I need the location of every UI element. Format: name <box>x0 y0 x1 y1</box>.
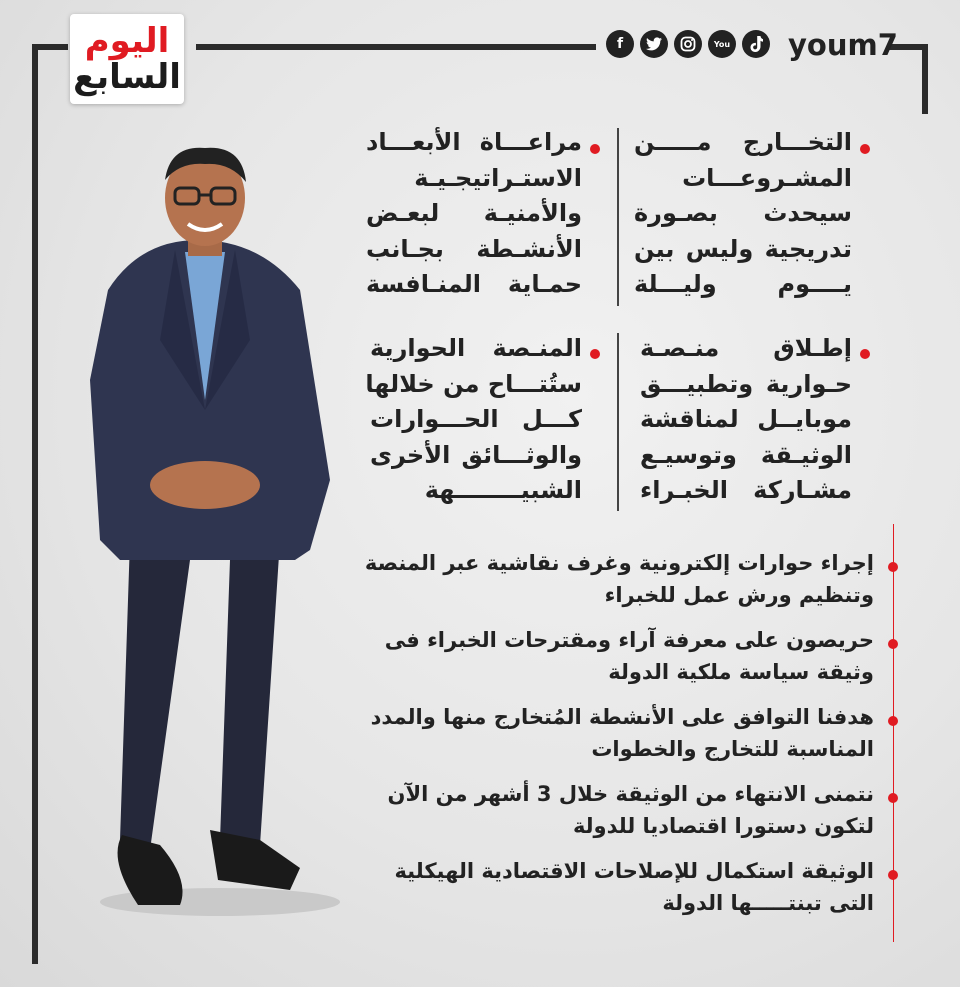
bullet-icon <box>888 639 898 649</box>
social-icons <box>606 30 770 58</box>
block-strategic-dimensions <box>366 125 582 303</box>
block-exit-projects <box>634 125 852 303</box>
bullet-icon <box>590 144 600 154</box>
youtube-icon[interactable]: You <box>708 30 736 58</box>
bullet-icon <box>888 870 898 880</box>
block-line: الشبيــــــــهة <box>424 476 582 504</box>
block-line: والوثـــائق الأخرى <box>370 440 582 469</box>
list-line: نتمنى الانتهاء من الوثيقة خلال 3 أشهر من الآن <box>387 782 874 806</box>
list-item <box>394 855 874 919</box>
facebook-icon[interactable]: f <box>606 30 634 58</box>
twitter-icon[interactable] <box>640 30 668 58</box>
block-line: موبايــل لمناقشة <box>640 405 852 433</box>
list-item <box>385 624 874 688</box>
block-line: حمـاية المنـافسة <box>366 270 582 298</box>
bullet-icon <box>888 793 898 803</box>
block-line: المنـصة الحوارية <box>370 334 582 362</box>
bullet-icon <box>888 716 898 726</box>
frame-left-border <box>32 44 38 964</box>
list-line: المناسبة للتخارج والخطوات <box>591 737 874 761</box>
youm7-logo <box>70 14 184 104</box>
block-line: الوثيـقة وتوسيـع <box>640 440 852 469</box>
block-line: إطـلاق منـصـة <box>640 334 852 362</box>
column-divider <box>617 333 619 511</box>
list-line: التى تبنتـــــها الدولة <box>662 891 874 915</box>
person-photo <box>80 140 340 920</box>
block-line: المشـروعـــات <box>682 163 852 192</box>
frame-top-border <box>196 44 596 50</box>
frame-right-border <box>922 44 928 114</box>
block-line: تدريجية وليس بين <box>634 234 852 263</box>
block-dialogue-platform <box>365 331 582 509</box>
block-line: مراعـــاة الأبعـــاد <box>366 128 582 156</box>
bullet-icon <box>590 349 600 359</box>
bullet-icon <box>860 349 870 359</box>
list-line: إجراء حوارات إلكترونية وغرف نقاشية عبر المنصة <box>364 551 874 575</box>
block-line: يــــوم وليـــلة <box>634 270 852 298</box>
brand-name: youm7 <box>788 28 898 62</box>
list-line: الوثيقة استكمال للإصلاحات الاقتصادية الهيكلية <box>394 859 874 883</box>
bullet-icon <box>888 562 898 572</box>
block-line: التخـــارج مـــــن <box>634 128 852 156</box>
block-line: سيحدث بصـورة <box>634 199 852 227</box>
block-platform-launch <box>640 331 852 509</box>
list-item <box>388 778 874 842</box>
list-item <box>365 547 874 611</box>
list-line: وتنظيم ورش عمل للخبراء <box>604 583 874 607</box>
block-line: مشـاركة الخبـراء <box>640 476 852 504</box>
list-line: هدفنا التوافق على الأنشطة المُتخارج منها والمدد <box>370 705 874 729</box>
logo-line-1: اليوم <box>84 21 170 61</box>
block-line: حـوارية وتطبيـــق <box>640 369 852 398</box>
logo-line-2: السابع <box>73 57 181 97</box>
block-line: كـــل الحـــوارات <box>370 405 582 433</box>
block-line: ستُتـــاح من خلالها <box>365 369 582 398</box>
block-line: الأنشـطة بجـانب <box>366 234 582 263</box>
list-item <box>371 701 874 765</box>
column-divider <box>617 128 619 306</box>
list-line: وثيقة سياسة ملكية الدولة <box>608 660 874 684</box>
instagram-icon[interactable] <box>674 30 702 58</box>
bullet-icon <box>860 144 870 154</box>
tiktok-icon[interactable] <box>742 30 770 58</box>
list-line: لتكون دستورا اقتصاديا للدولة <box>572 814 874 838</box>
list-line: حريصون على معرفة آراء ومقترحات الخبراء فى <box>384 628 874 652</box>
block-line: والأمنيـة لبعـض <box>366 199 582 227</box>
frame-top-border <box>32 44 68 50</box>
block-line: الاستـراتيجـيـة <box>414 163 582 192</box>
